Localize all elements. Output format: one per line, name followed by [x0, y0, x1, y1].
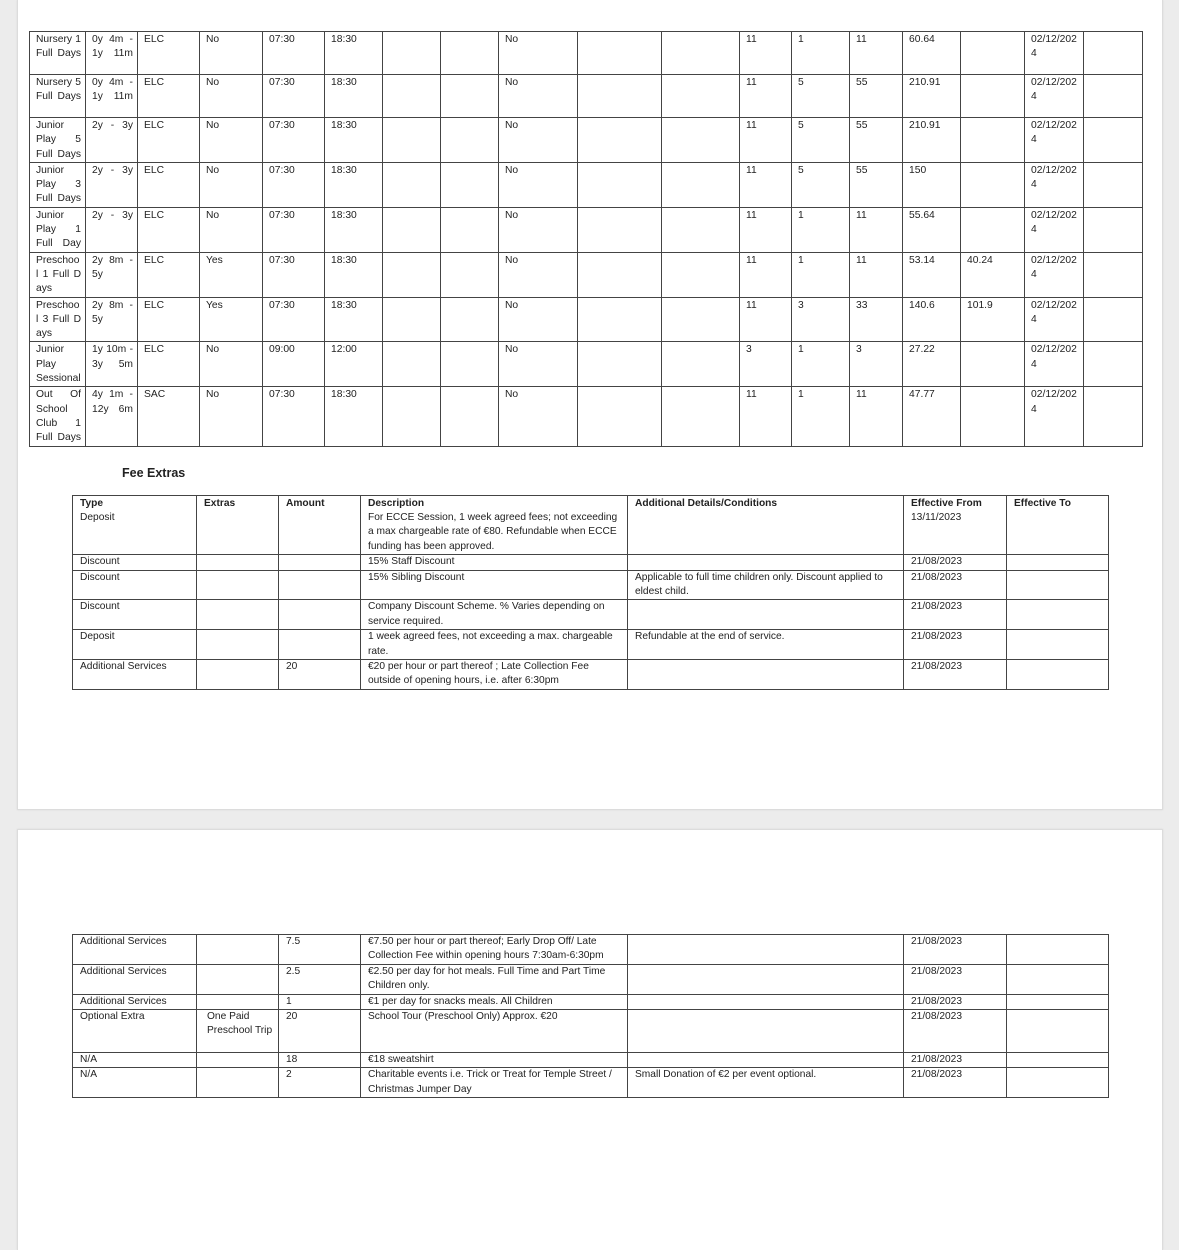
fee-amount: 150: [903, 162, 961, 207]
table-row: [73, 555, 1109, 570]
opening-time: 09:00: [263, 342, 325, 387]
service-type: ELC: [138, 252, 200, 297]
column-header-amount: Amount: [279, 496, 361, 512]
ecce-eligible: No: [200, 32, 263, 75]
extra-effective-to: [1007, 511, 1109, 555]
extra-name: [197, 935, 279, 965]
reduced-fee: [961, 75, 1025, 118]
age-range: 4y 1m - 12y 6m: [86, 387, 138, 446]
ecce-eligible: No: [200, 75, 263, 118]
table-row: [73, 964, 1109, 994]
extra-amount: 20: [279, 660, 361, 690]
extra-effective-from: 21/08/2023: [904, 1068, 1007, 1098]
table-cell: [578, 118, 662, 163]
table-cell: [383, 75, 441, 118]
extra-name: [197, 600, 279, 630]
extra-type: Additional Services: [73, 660, 197, 690]
table-cell: [1084, 342, 1143, 387]
service-name: Preschool 1 Full Days: [30, 252, 86, 297]
table-row: [30, 162, 1143, 207]
extra-type: N/A: [73, 1068, 197, 1098]
table-row: [73, 570, 1109, 600]
table-cell: [1084, 118, 1143, 163]
table-cell: No: [499, 118, 578, 163]
extra-amount: 1: [279, 994, 361, 1009]
service-type: ELC: [138, 342, 200, 387]
total-hours: 11: [850, 252, 903, 297]
days-per-week: 1: [792, 387, 850, 446]
service-name: Junior Play Sessional: [30, 342, 86, 387]
fee-amount: 27.22: [903, 342, 961, 387]
service-name: Junior Play 3 Full Days: [30, 162, 86, 207]
table-cell: [578, 387, 662, 446]
closing-time: 12:00: [325, 342, 383, 387]
service-type: ELC: [138, 32, 200, 75]
extra-description: Charitable events i.e. Trick or Treat for Temple Street / Christmas Jumper Day: [361, 1068, 628, 1098]
hours-per-day: 11: [740, 207, 792, 252]
table-cell: [383, 297, 441, 342]
table-cell: [1084, 387, 1143, 446]
total-hours: 33: [850, 297, 903, 342]
extra-type: Optional Extra: [73, 1010, 197, 1053]
closing-time: 18:30: [325, 32, 383, 75]
table-cell: [1084, 32, 1143, 75]
table-cell: [662, 162, 740, 207]
table-cell: [578, 342, 662, 387]
extra-type: Additional Services: [73, 994, 197, 1009]
opening-time: 07:30: [263, 387, 325, 446]
extra-effective-from: 21/08/2023: [904, 600, 1007, 630]
opening-time: 07:30: [263, 162, 325, 207]
table-cell: [441, 252, 499, 297]
extra-name: [197, 555, 279, 570]
table-cell: [662, 252, 740, 297]
hours-per-day: 11: [740, 387, 792, 446]
document-page-2: [17, 829, 1163, 1250]
extra-effective-from: 13/11/2023: [904, 511, 1007, 555]
table-cell: [578, 32, 662, 75]
table-cell: [662, 118, 740, 163]
extra-effective-to: [1007, 994, 1109, 1009]
effective-date: 02/12/2024: [1025, 252, 1084, 297]
extra-description: 15% Sibling Discount: [361, 570, 628, 600]
extra-effective-to: [1007, 964, 1109, 994]
extra-name: [197, 570, 279, 600]
table-cell: [662, 387, 740, 446]
table-cell: [441, 75, 499, 118]
extra-effective-from: 21/08/2023: [904, 630, 1007, 660]
table-cell: No: [499, 387, 578, 446]
table-cell: No: [499, 252, 578, 297]
column-header-type: Type: [73, 496, 197, 512]
extra-description: €2.50 per day for hot meals. Full Time and Part Time Children only.: [361, 964, 628, 994]
table-cell: [383, 342, 441, 387]
extra-amount: 20: [279, 1010, 361, 1053]
table-cell: [441, 342, 499, 387]
fee-extras-table: [72, 495, 1109, 690]
fee-schedule-table: [29, 31, 1143, 447]
extra-effective-from: 21/08/2023: [904, 570, 1007, 600]
extra-effective-from: 21/08/2023: [904, 964, 1007, 994]
table-row: [30, 252, 1143, 297]
extra-effective-to: [1007, 570, 1109, 600]
table-cell: No: [499, 207, 578, 252]
extra-name: [197, 511, 279, 555]
table-cell: [662, 32, 740, 75]
extra-amount: [279, 600, 361, 630]
extra-details: Applicable to full time children only. Discount applied to eldest child.: [628, 570, 904, 600]
ecce-eligible: Yes: [200, 252, 263, 297]
fee-amount: 60.64: [903, 32, 961, 75]
hours-per-day: 11: [740, 297, 792, 342]
total-hours: 11: [850, 387, 903, 446]
extra-amount: 2.5: [279, 964, 361, 994]
extra-effective-to: [1007, 630, 1109, 660]
table-cell: [441, 32, 499, 75]
extra-name: [197, 660, 279, 690]
extra-effective-from: 21/08/2023: [904, 994, 1007, 1009]
ecce-eligible: Yes: [200, 297, 263, 342]
table-row: [73, 1010, 1109, 1053]
reduced-fee: 101.9: [961, 297, 1025, 342]
closing-time: 18:30: [325, 162, 383, 207]
ecce-eligible: No: [200, 118, 263, 163]
extra-amount: [279, 630, 361, 660]
extra-description: €1 per day for snacks meals. All Children: [361, 994, 628, 1009]
table-row: [30, 75, 1143, 118]
days-per-week: 1: [792, 207, 850, 252]
extra-type: Additional Services: [73, 964, 197, 994]
hours-per-day: 11: [740, 75, 792, 118]
extra-effective-from: 21/08/2023: [904, 1053, 1007, 1068]
extra-description: €20 per hour or part thereof ; Late Collection Fee outside of opening hours, i.e. after 6:30pm: [361, 660, 628, 690]
column-header-details: Additional Details/Conditions: [628, 496, 904, 512]
table-cell: [1084, 207, 1143, 252]
age-range: 2y 8m - 5y: [86, 252, 138, 297]
extra-details: [628, 555, 904, 570]
extra-details: [628, 994, 904, 1009]
service-type: ELC: [138, 162, 200, 207]
extra-effective-from: 21/08/2023: [904, 555, 1007, 570]
reduced-fee: [961, 162, 1025, 207]
age-range: 2y 8m - 5y: [86, 297, 138, 342]
table-cell: [1084, 75, 1143, 118]
table-row: [30, 387, 1143, 446]
extra-details: Small Donation of €2 per event optional.: [628, 1068, 904, 1098]
extra-effective-to: [1007, 660, 1109, 690]
effective-date: 02/12/2024: [1025, 342, 1084, 387]
ecce-eligible: No: [200, 387, 263, 446]
table-row: [30, 342, 1143, 387]
service-type: ELC: [138, 75, 200, 118]
closing-time: 18:30: [325, 387, 383, 446]
table-row: [73, 1053, 1109, 1068]
extra-effective-from: 21/08/2023: [904, 1010, 1007, 1053]
extra-type: Additional Services: [73, 935, 197, 965]
column-header-effective-to: Effective To: [1007, 496, 1109, 512]
age-range: 1y 10m - 3y 5m: [86, 342, 138, 387]
days-per-week: 1: [792, 342, 850, 387]
table-cell: [441, 207, 499, 252]
extra-description: 15% Staff Discount: [361, 555, 628, 570]
opening-time: 07:30: [263, 252, 325, 297]
table-row: [73, 630, 1109, 660]
table-cell: No: [499, 32, 578, 75]
extra-effective-to: [1007, 1010, 1109, 1053]
fee-amount: 47.77: [903, 387, 961, 446]
extra-effective-from: 21/08/2023: [904, 660, 1007, 690]
extra-effective-to: [1007, 555, 1109, 570]
hours-per-day: 3: [740, 342, 792, 387]
extra-details: [628, 964, 904, 994]
fee-amount: 53.14: [903, 252, 961, 297]
table-cell: No: [499, 162, 578, 207]
table-cell: [662, 207, 740, 252]
extra-details: [628, 935, 904, 965]
effective-date: 02/12/2024: [1025, 118, 1084, 163]
extra-type: Discount: [73, 600, 197, 630]
reduced-fee: [961, 118, 1025, 163]
effective-date: 02/12/2024: [1025, 297, 1084, 342]
service-type: ELC: [138, 118, 200, 163]
age-range: 2y - 3y: [86, 118, 138, 163]
age-range: 0y 4m - 1y 11m: [86, 75, 138, 118]
service-name: Nursery 5 Full Days: [30, 75, 86, 118]
fee-amount: 210.91: [903, 75, 961, 118]
extra-name: [197, 1053, 279, 1068]
table-cell: No: [499, 297, 578, 342]
column-header-effective-from: Effective From: [904, 496, 1007, 512]
table-cell: [578, 297, 662, 342]
service-name: Junior Play 5 Full Days: [30, 118, 86, 163]
extra-details: Refundable at the end of service.: [628, 630, 904, 660]
hours-per-day: 11: [740, 162, 792, 207]
table-row: [30, 32, 1143, 75]
days-per-week: 1: [792, 252, 850, 297]
extra-description: €18 sweatshirt: [361, 1053, 628, 1068]
column-header-description: Description: [361, 496, 628, 512]
document-page-1: [17, 0, 1163, 810]
days-per-week: 1: [792, 32, 850, 75]
hours-per-day: 11: [740, 252, 792, 297]
table-cell: [1084, 297, 1143, 342]
extra-effective-to: [1007, 600, 1109, 630]
table-cell: [662, 342, 740, 387]
extra-amount: 18: [279, 1053, 361, 1068]
extra-amount: 2: [279, 1068, 361, 1098]
table-row: [73, 994, 1109, 1009]
table-header-row: [73, 496, 1109, 512]
service-name: Junior Play 1 Full Day: [30, 207, 86, 252]
extra-details: [628, 1053, 904, 1068]
extra-details: [628, 511, 904, 555]
table-row: [30, 207, 1143, 252]
reduced-fee: 40.24: [961, 252, 1025, 297]
days-per-week: 5: [792, 75, 850, 118]
closing-time: 18:30: [325, 252, 383, 297]
table-row: [73, 935, 1109, 965]
table-row: [73, 1068, 1109, 1098]
table-row: [30, 118, 1143, 163]
extra-details: [628, 600, 904, 630]
extra-name: One Paid Preschool Trip: [197, 1010, 279, 1053]
extra-effective-from: 21/08/2023: [904, 935, 1007, 965]
fee-amount: 140.6: [903, 297, 961, 342]
extra-name: [197, 964, 279, 994]
fee-extras-heading: Fee Extras: [122, 466, 186, 480]
opening-time: 07:30: [263, 32, 325, 75]
table-cell: No: [499, 342, 578, 387]
extra-description: 1 week agreed fees, not exceeding a max. chargeable rate.: [361, 630, 628, 660]
table-cell: [578, 162, 662, 207]
table-cell: [662, 297, 740, 342]
hours-per-day: 11: [740, 32, 792, 75]
effective-date: 02/12/2024: [1025, 387, 1084, 446]
ecce-eligible: No: [200, 162, 263, 207]
extra-name: [197, 630, 279, 660]
days-per-week: 3: [792, 297, 850, 342]
age-range: 2y - 3y: [86, 162, 138, 207]
table-row: [73, 511, 1109, 555]
fee-extras-table-continued: [72, 934, 1109, 1098]
fee-amount: 55.64: [903, 207, 961, 252]
extra-effective-to: [1007, 935, 1109, 965]
closing-time: 18:30: [325, 75, 383, 118]
extra-description: €7.50 per hour or part thereof; Early Drop Off/ Late Collection Fee within opening hours 7:30am-6:30pm: [361, 935, 628, 965]
service-name: Out Of School Club 1 Full Days: [30, 387, 86, 446]
reduced-fee: [961, 342, 1025, 387]
extra-amount: [279, 570, 361, 600]
table-cell: [1084, 252, 1143, 297]
service-type: ELC: [138, 297, 200, 342]
age-range: 0y 4m - 1y 11m: [86, 32, 138, 75]
extra-details: [628, 660, 904, 690]
table-cell: [441, 118, 499, 163]
opening-time: 07:30: [263, 118, 325, 163]
opening-time: 07:30: [263, 207, 325, 252]
reduced-fee: [961, 32, 1025, 75]
hours-per-day: 11: [740, 118, 792, 163]
service-name: Nursery 1 Full Days: [30, 32, 86, 75]
total-hours: 55: [850, 162, 903, 207]
extra-details: [628, 1010, 904, 1053]
fee-amount: 210.91: [903, 118, 961, 163]
table-cell: [1084, 162, 1143, 207]
opening-time: 07:30: [263, 297, 325, 342]
table-cell: [441, 297, 499, 342]
table-cell: [383, 32, 441, 75]
total-hours: 11: [850, 207, 903, 252]
extra-description: School Tour (Preschool Only) Approx. €20: [361, 1010, 628, 1053]
days-per-week: 5: [792, 118, 850, 163]
effective-date: 02/12/2024: [1025, 75, 1084, 118]
table-cell: [662, 75, 740, 118]
closing-time: 18:30: [325, 118, 383, 163]
opening-time: 07:30: [263, 75, 325, 118]
extra-description: Company Discount Scheme. % Varies depending on service required.: [361, 600, 628, 630]
service-type: SAC: [138, 387, 200, 446]
table-row: [73, 660, 1109, 690]
extra-amount: [279, 555, 361, 570]
total-hours: 55: [850, 118, 903, 163]
extra-type: N/A: [73, 1053, 197, 1068]
closing-time: 18:30: [325, 207, 383, 252]
extra-name: [197, 1068, 279, 1098]
table-cell: [383, 118, 441, 163]
closing-time: 18:30: [325, 297, 383, 342]
extra-name: [197, 994, 279, 1009]
total-hours: 3: [850, 342, 903, 387]
extra-description: For ECCE Session, 1 week agreed fees; not exceeding a max chargeable rate of €80. Refundable when ECCE funding has been approved.: [361, 511, 628, 555]
extra-type: Deposit: [73, 630, 197, 660]
effective-date: 02/12/2024: [1025, 162, 1084, 207]
column-header-extras: Extras: [197, 496, 279, 512]
extra-type: Discount: [73, 570, 197, 600]
reduced-fee: [961, 207, 1025, 252]
total-hours: 11: [850, 32, 903, 75]
extra-amount: 7.5: [279, 935, 361, 965]
extra-amount: [279, 511, 361, 555]
ecce-eligible: No: [200, 342, 263, 387]
table-cell: No: [499, 75, 578, 118]
table-cell: [441, 387, 499, 446]
days-per-week: 5: [792, 162, 850, 207]
table-cell: [383, 207, 441, 252]
extra-effective-to: [1007, 1068, 1109, 1098]
effective-date: 02/12/2024: [1025, 207, 1084, 252]
service-name: Preschool 3 Full Days: [30, 297, 86, 342]
age-range: 2y - 3y: [86, 207, 138, 252]
extra-type: Deposit: [73, 511, 197, 555]
extra-type: Discount: [73, 555, 197, 570]
table-cell: [578, 252, 662, 297]
reduced-fee: [961, 387, 1025, 446]
table-cell: [578, 207, 662, 252]
table-cell: [383, 162, 441, 207]
total-hours: 55: [850, 75, 903, 118]
effective-date: 02/12/2024: [1025, 32, 1084, 75]
table-cell: [441, 162, 499, 207]
extra-effective-to: [1007, 1053, 1109, 1068]
service-type: ELC: [138, 207, 200, 252]
table-cell: [383, 252, 441, 297]
table-row: [73, 600, 1109, 630]
table-row: [30, 297, 1143, 342]
table-cell: [383, 387, 441, 446]
ecce-eligible: No: [200, 207, 263, 252]
table-cell: [578, 75, 662, 118]
